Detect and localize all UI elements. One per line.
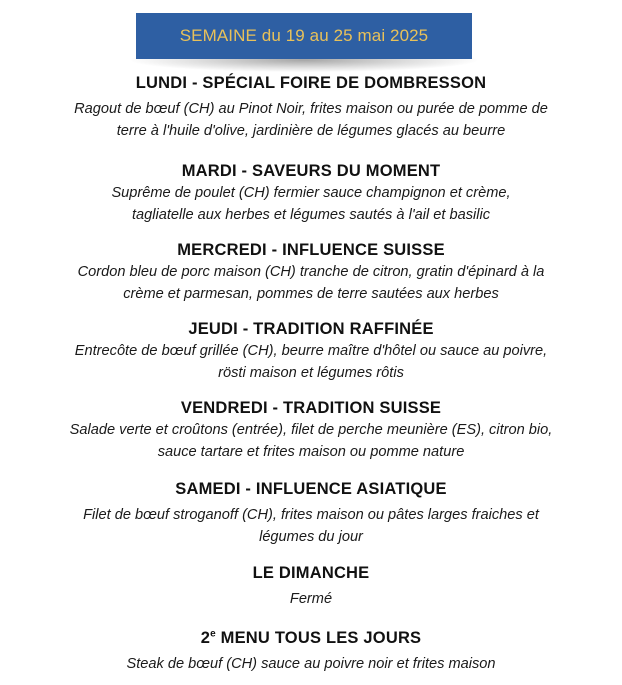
second-menu-title-rest: MENU TOUS LES JOURS (215, 629, 422, 647)
dish-line: sauce tartare et frites maison ou pomme nature (157, 444, 465, 460)
day-thursday (0, 318, 622, 384)
day-title-thursday: JEUDI - TRADITION RAFFINÉE (188, 320, 434, 338)
dish-line: Steak de bœuf (CH) sauce au poivre noir et frites maison (126, 656, 496, 672)
dish-sunday (0, 588, 622, 610)
dish-second-menu (0, 653, 622, 675)
dish-wednesday (0, 261, 622, 305)
second-menu-title (0, 627, 622, 649)
dish-line: tagliatelle aux herbes et légumes sautés à l'ail et basilic (131, 207, 491, 223)
day-title-sunday: LE DIMANCHE (252, 564, 370, 582)
dish-line: terre à l'huile d'olive, jardinière de légumes glacés au beurre (116, 123, 506, 139)
dish-line: Entrecôte de bœuf grillée (CH), beurre maître d'hôtel ou sauce au poivre, (74, 343, 548, 359)
dish-monday (0, 98, 622, 142)
day-wednesday (0, 239, 622, 305)
dish-line: Salade verte et croûtons (entrée), filet de perche meunière (ES), citron bio, (69, 422, 553, 438)
day-tuesday (0, 160, 622, 226)
dish-line: Suprême de poulet (CH) fermier sauce champignon et crème, (111, 185, 511, 201)
second-menu-number: 2 (200, 629, 211, 647)
dish-line: Cordon bleu de porc maison (CH) tranche de citron, gratin d'épinard à la (77, 264, 545, 280)
dish-line: rösti maison et légumes rôtis (218, 365, 404, 381)
day-title-monday: LUNDI - SPÉCIAL FOIRE DE DOMBRESSON (135, 74, 487, 92)
day-monday (0, 72, 622, 142)
dish-tuesday (0, 182, 622, 226)
day-sunday (0, 562, 622, 610)
dish-line: Fermé (289, 591, 333, 607)
dish-saturday (0, 504, 622, 548)
day-friday (0, 397, 622, 463)
dish-friday (0, 419, 622, 463)
dish-line: légumes du jour (259, 529, 363, 545)
dish-line: crème et parmesan, pommes de terre sautées aux herbes (123, 286, 499, 302)
day-saturday (0, 478, 622, 548)
day-title-saturday: SAMEDI - INFLUENCE ASIATIQUE (175, 480, 447, 498)
week-label: SEMAINE du 19 au 25 mai 2025 (136, 13, 472, 59)
week-banner (131, 8, 477, 68)
second-menu (0, 627, 622, 675)
second-menu-superscript: e (210, 628, 216, 640)
day-title-tuesday: MARDI - SAVEURS DU MOMENT (181, 162, 441, 180)
dish-thursday (0, 340, 622, 384)
dish-line: Filet de bœuf stroganoff (CH), frites maison ou pâtes larges fraiches et (83, 507, 539, 523)
dish-line: Ragout de bœuf (CH) au Pinot Noir, frites maison ou purée de pomme de (74, 101, 548, 117)
day-title-wednesday: MERCREDI - INFLUENCE SUISSE (177, 241, 445, 259)
day-title-friday: VENDREDI - TRADITION SUISSE (180, 399, 442, 417)
